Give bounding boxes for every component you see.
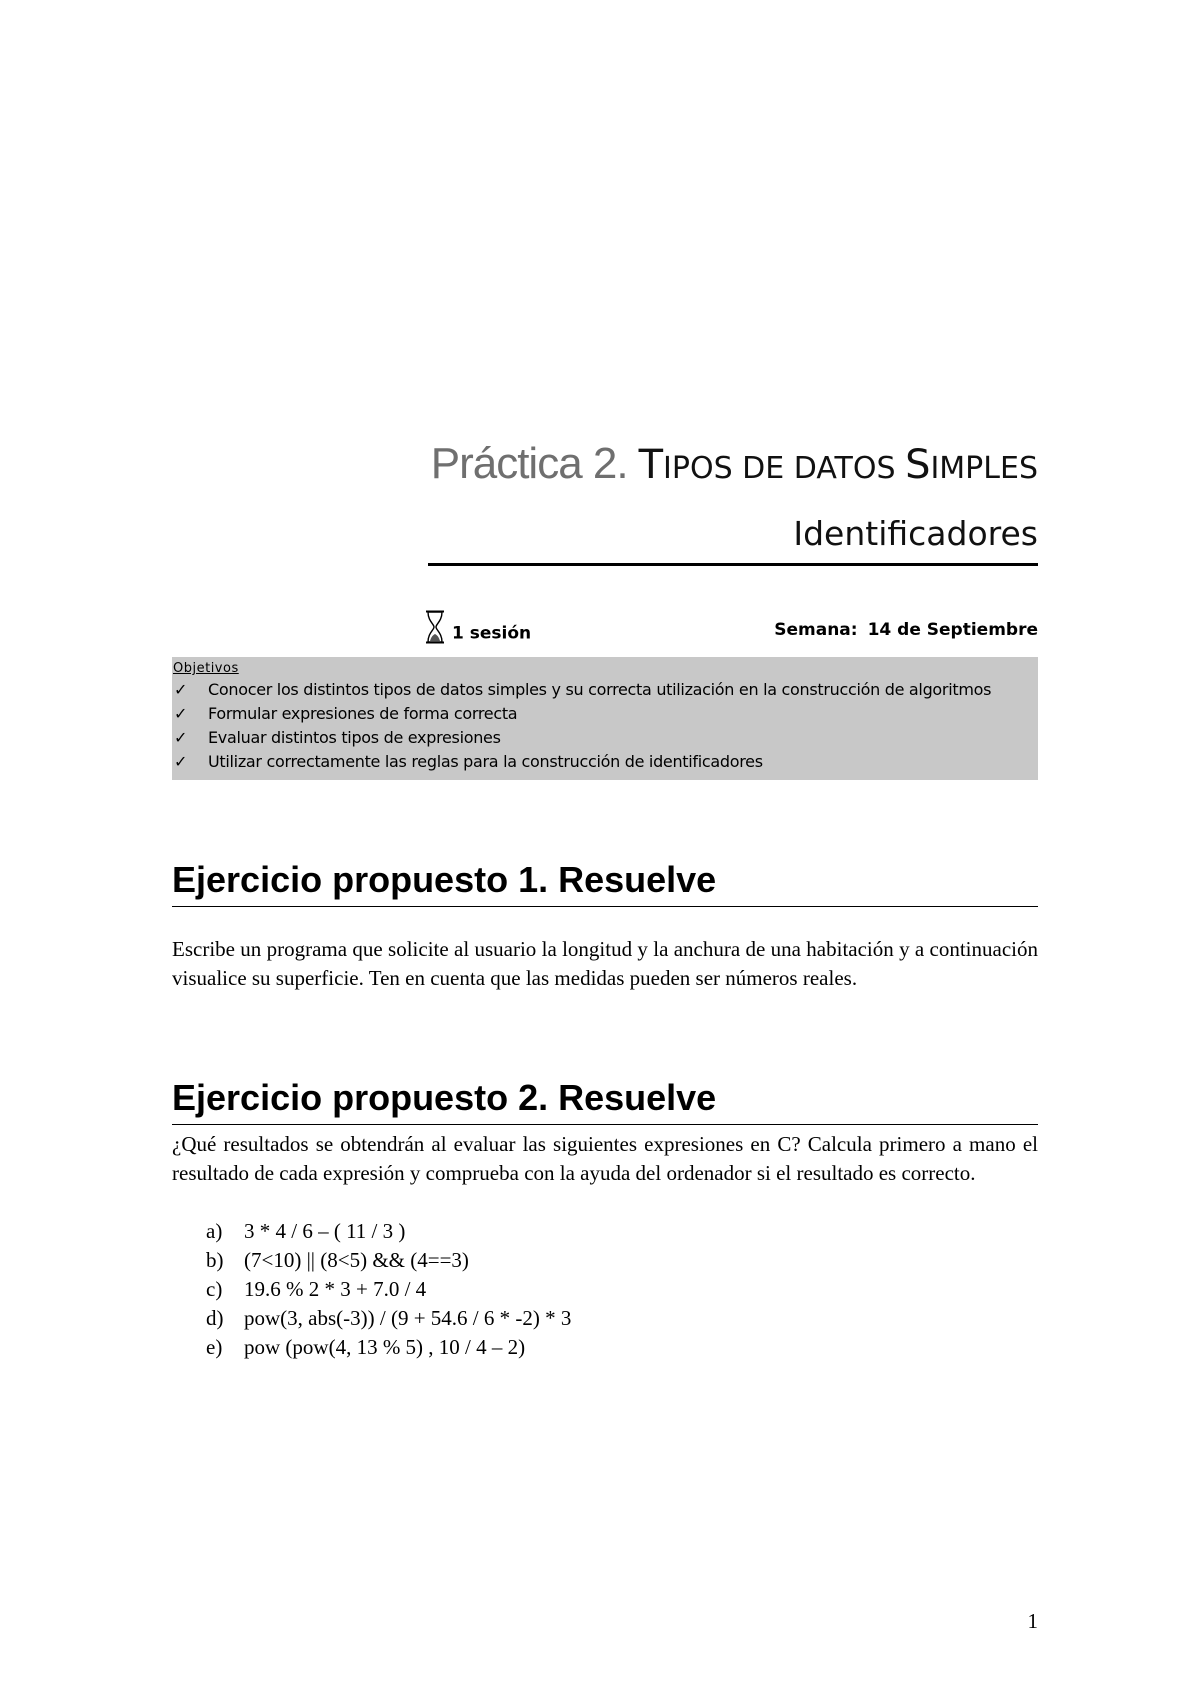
exercise-1-title: Ejercicio propuesto 1. Resuelve: [172, 859, 717, 900]
list-item: ✓ Conocer los distintos tipos de datos simples y su correcta utilización en la construcción de algoritmos: [172, 678, 1038, 702]
check-icon: ✓: [174, 704, 188, 723]
exercise-2-divider: [172, 1124, 1038, 1125]
page-subtitle: Identificadores: [793, 514, 1038, 553]
title-divider: [428, 563, 1038, 566]
list-item: ✓ Formular expresiones de forma correcta: [172, 702, 1038, 726]
expression-item: a) 3 * 4 / 6 – ( 11 / 3 ): [206, 1219, 406, 1243]
exercise-1-divider: [172, 906, 1038, 907]
week-info: [774, 618, 1038, 642]
page-title: [431, 436, 1038, 497]
objectives-box: [172, 657, 1038, 780]
week-value: 14 de Septiembre: [867, 620, 1038, 640]
week-label: Semana:: [774, 620, 858, 640]
title-main: TIPOS DE DATOS SIMPLES: [638, 442, 1038, 488]
exercise-2-text: ¿Qué resultados se obtendrán al evaluar las siguientes expresiones en C? Calcula primero a mano el resultado de cada expresión y comprueba con la ayuda del ordenador si el resultado es correcto.: [172, 1132, 1038, 1185]
list-item: ✓ Evaluar distintos tipos de expresiones: [172, 726, 1038, 750]
session-label: 1 sesión: [452, 623, 532, 644]
expression-item: c) 19.6 % 2 * 3 + 7.0 / 4: [206, 1277, 427, 1301]
session-info: [424, 610, 531, 657]
expression-list: [206, 1217, 571, 1362]
expression-item: e) pow (pow(4, 13 % 5) , 10 / 4 – 2): [206, 1335, 526, 1359]
objectives-heading: Objetivos: [173, 661, 239, 676]
check-icon: ✓: [174, 728, 188, 747]
expression-item: d) pow(3, abs(-3)) / (9 + 54.6 / 6 * -2) * 3: [206, 1306, 572, 1330]
title-prefix: Práctica 2.: [430, 439, 628, 488]
check-icon: ✓: [174, 680, 188, 699]
objectives-list: [172, 678, 1038, 774]
exercise-2-title: Ejercicio propuesto 2. Resuelve: [172, 1077, 717, 1118]
expression-item: b) (7<10) || (8<5) && (4==3): [206, 1248, 469, 1272]
check-icon: ✓: [174, 752, 188, 771]
page-number: 1: [1027, 1609, 1038, 1633]
hourglass-icon: [424, 610, 446, 657]
exercise-1-text: Escribe un programa que solicite al usuario la longitud y la anchura de una habitación y a continuación visualice su superficie. Ten en cuenta que las medidas pueden ser números reales.: [172, 937, 1038, 990]
list-item: ✓ Utilizar correctamente las reglas para la construcción de identificadores: [172, 750, 1038, 774]
